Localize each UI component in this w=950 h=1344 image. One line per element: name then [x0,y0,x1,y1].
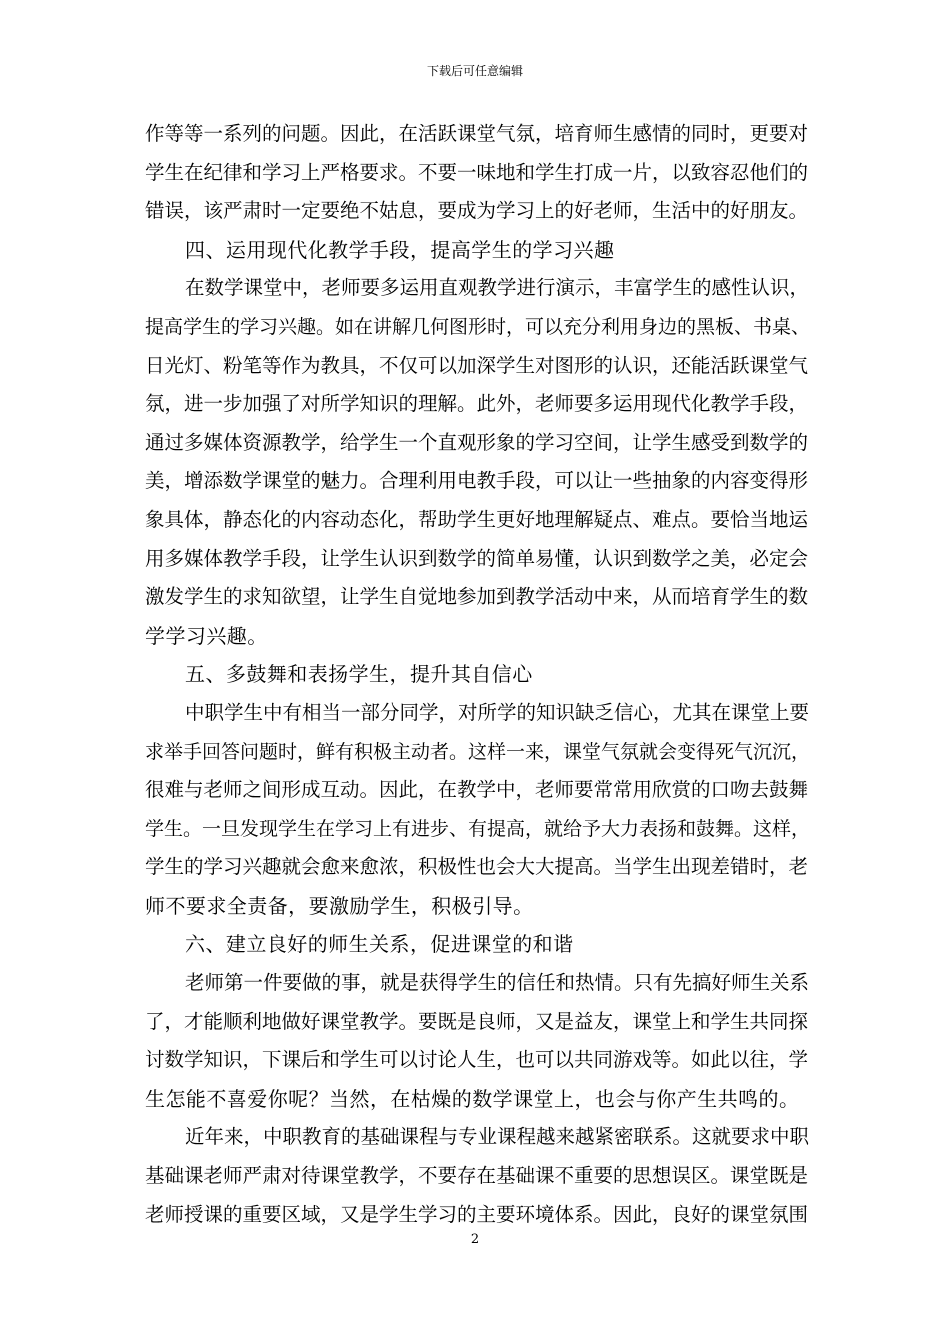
body-line: 错误，该严肃时一定要绝不姑息，要成为学习上的好老师，生活中的好朋友。 [145,199,809,223]
body-line: 六、建立良好的师生关系，促进课堂的和谐 [185,932,574,957]
body-line: 通过多媒体资源教学，给学生一个直观形象的学习空间，让学生感受到数学的 [145,430,809,454]
body-line: 象具体，静态化的内容动态化，帮助学生更好地理解疑点、难点。要恰当地运 [145,507,809,531]
body-line: 美，增添数学课堂的魅力。合理利用电教手段，可以让一些抽象的内容变得形 [145,469,809,493]
body-line: 中职学生中有相当一部分同学，对所学的知识缺乏信心，尤其在课堂上要 [185,700,810,724]
body-line: 四、运用现代化教学手段，提高学生的学习兴趣 [185,237,615,262]
body-line: 提高学生的学习兴趣。如在讲解几何图形时，可以充分利用身边的黑板、书桌、 [145,315,811,338]
body-line: 近年来，中职教育的基础课程与专业课程越来越紧密联系。这就要求中职 [185,1125,810,1149]
body-line: 生怎能不喜爱你呢？当然，在枯燥的数学课堂上，也会与你产生共鸣的。 [145,1086,800,1111]
body-line: 在数学课堂中，老师要多运用直观教学进行演示，丰富学生的感性认识， [185,276,810,300]
body-line: 学学习兴趣。 [145,623,268,648]
body-line: 学生。一旦发现学生在学习上有进步、有提高，就给予大力表扬和鼓舞。这样， [145,817,811,840]
document-body [145,115,817,1234]
body-line: 老师授课的重要区域，又是学生学习的主要环境体系。因此，良好的课堂氛围 [145,1202,809,1226]
body-line: 作等等一系列的问题。因此，在活跃课堂气氛，培育师生感情的同时，更要对 [145,122,809,145]
body-line: 基础课老师严肃对待课堂教学，不要存在基础课不重要的思想误区。课堂既是 [145,1164,809,1188]
body-line: 很难与老师之间形成互动。因此，在教学中，老师要常常用欣赏的口吻去鼓舞 [145,778,809,802]
body-line: 学生在纪律和学习上严格要求。不要一味地和学生打成一片，以致容忍他们的 [145,160,809,184]
body-line: 讨数学知识，下课后和学生可以讨论人生，也可以共同游戏等。如此以往，学 [145,1048,809,1072]
body-line: 老师第一件要做的事，就是获得学生的信任和热情。只有先搞好师生关系 [185,971,810,995]
body-line: 用多媒体教学手段，让学生认识到数学的简单易懂，认识到数学之美，必定会 [145,546,809,570]
body-line: 求举手回答问题时，鲜有积极主动者。这样一来，课堂气氛就会变得死气沉沉， [145,740,811,763]
body-line: 氛，进一步加强了对所学知识的理解。此外，老师要多运用现代化教学手段， [145,392,809,416]
header-text: 下载后可任意编辑 [426,64,523,78]
body-line: 学生的学习兴趣就会愈来愈浓，积极性也会大大提高。当学生出现差错时，老 [145,855,809,879]
body-line: 了，才能顺利地做好课堂教学。要既是良师，又是益友，课堂上和学生共同探 [145,1009,809,1033]
page-footer [0,1232,950,1248]
page-number: 2 [470,1232,480,1247]
body-line: 日光灯、粉笔等作为教具，不仅可以加深学生对图形的认识，还能活跃课堂气 [145,353,809,377]
body-line: 师不要求全责备，要激励学生，积极引导。 [145,893,534,918]
page-header [0,63,950,79]
body-line: 激发学生的求知欲望，让学生自觉地参加到教学活动中来，从而培育学生的数 [145,585,809,609]
body-line: 五、多鼓舞和表扬学生，提升其自信心 [185,662,533,687]
